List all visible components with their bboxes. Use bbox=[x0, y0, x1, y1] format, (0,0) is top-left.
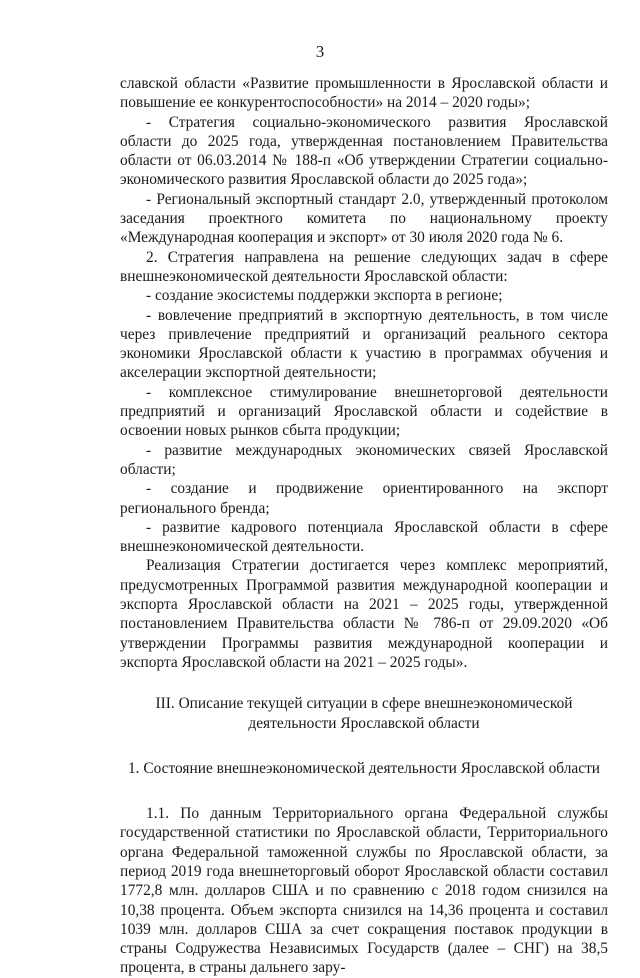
document-body bbox=[120, 74, 608, 978]
section-heading: III. Описание текущей ситуации в сфере внешнеэкономической деятельности Ярославской области bbox=[155, 695, 573, 732]
list-item-involvement: - вовлечение предприятий в экспортную деятельность, в том числе через привлечение предприятий и организаций реального сектора экономики Ярославской области к участию в программах обучения и акселерации экспортной деятельности; bbox=[120, 306, 608, 382]
paragraph-strategy-tasks: 2. Стратегия направлена на решение следующих задач в сфере внешнеэкономической деятельности Ярославской области: bbox=[120, 248, 608, 285]
paragraph-strategy-2025: - Стратегия социально-экономического развития Ярославской области до 2025 года, утвержденная постановлением Правительства области от 06.03.2014 № 188-п «Об утверждении Стратегии социально-экономического развития Ярославской области до 2025 года»; bbox=[120, 113, 608, 189]
list-item-personnel: - развитие кадрового потенциала Ярославской области в сфере внешнеэкономической деятельности. bbox=[120, 518, 608, 556]
list-item-brand: - создание и продвижение ориентированного на экспорт регионального бренда; bbox=[120, 480, 608, 517]
list-item-international: - развитие международных экономических связей Ярославской области; bbox=[120, 441, 608, 478]
list-item-ecosystem: - создание экосистемы поддержки экспорта в регионе; bbox=[146, 287, 503, 305]
paragraph-trade-data: 1.1. По данным Территориального органа Федеральной службы государственной статистики по Ярославской области, Территориального органа Федеральной таможенной службы по Ярославской области, за период 2019 года внешнеторговый оборот Ярославской области составил 1772,8 млн. долларов США и по сравнению с 2018 годом снизился на 10,38 процента. Объем экспорта снизился на 14,36 процента и составил 1039 млн. долларов США за счет сокращения поставок продукции в страны Содружества Независимых Государств (далее – СНГ) на 38,5 процента, в страны дальнего зару- bbox=[120, 805, 608, 977]
paragraph-implementation: Реализация Стратегии достигается через комплекс мероприятий, предусмотренных Программой развития международной кооперации и экспорта Ярославской области на 2021 – 2025 годы, утвержденной постановлением Правительства области № 786-п от 29.09.2020 «Об утверждении Программы развития международной кооперации и экспорта Ярославской области на 2021 – 2025 годы». bbox=[120, 557, 608, 671]
list-item-stimulation: - комплексное стимулирование внешнеторговой деятельности предприятий и организаций Ярославской области и содействие в освоении новых рынков сбыта продукции; bbox=[120, 383, 608, 440]
subsection-heading: 1. Состояние внешнеэкономической деятельности Ярославской области bbox=[127, 759, 601, 777]
paragraph-continuation: славской области «Развитие промышленности в Ярославской области и повышение ее конкурентоспособности» на 2014 – 2020 годы»; bbox=[120, 75, 608, 112]
page-number: 3 bbox=[315, 42, 325, 61]
paragraph-export-standard: - Региональный экспортный стандарт 2.0, утвержденный протоколом заседания проектного комитета по национальному проекту «Международная кооперация и экспорт» от 30 июля 2020 года № 6. bbox=[120, 190, 608, 247]
